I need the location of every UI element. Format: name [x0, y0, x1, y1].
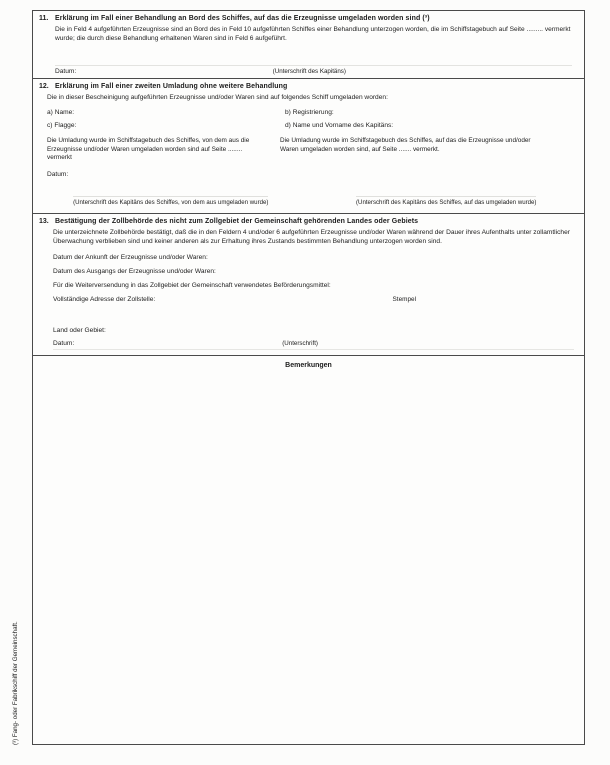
field-ship-name-label: a) Name: — [47, 108, 75, 116]
country-or-territory-label: Land oder Gebiet: — [53, 326, 106, 334]
signature-left-half — [33, 191, 309, 209]
form-outer-border — [32, 10, 585, 745]
section-11-number: 11. — [39, 15, 49, 22]
section-11-body-text: Die in Feld 4 aufgeführten Erzeugnisse sind an Bord des in Feld 10 aufgeführten Schiffes einer Behandlung unterzogen worden, die im Schiffstagebuch auf Seite ......... vermerkt wurde; die durch diese Behandlung erhaltenen Waren sind in Feld 6 aufgeführt. — [55, 26, 571, 42]
section-13-title: Bestätigung der Zollbehörde des nicht zum Zollgebiet der Gemeinschaft gehörenden Landes oder Gebiets — [55, 218, 419, 225]
signature-right-half — [309, 191, 585, 209]
section-12-signature-captions-row — [33, 191, 584, 209]
section-13-signature-caption: (Unterschrift) — [282, 339, 318, 347]
field-flag-label: c) Flagge: — [47, 121, 77, 129]
section-12-fields-row-2 — [47, 122, 574, 129]
section-13-number: 13. — [39, 218, 49, 225]
section-11-header — [33, 11, 584, 22]
section-12-number: 12. — [39, 83, 49, 90]
section-13-zollbehoerde-bestaetigung — [33, 214, 584, 356]
logbook-note-from-ship: Die Umladung wurde im Schiffstagebuch des Schiffes, von dem aus die Erzeugnisse und/oder Waren umgeladen worden sind auf Seite ........ vermerkt — [47, 136, 250, 162]
field-captain-name-label: d) Name und Vorname des Kapitäns: — [285, 121, 394, 129]
section-11-date-label: Datum: — [55, 68, 77, 75]
field-registration-label: b) Registrierung: — [285, 108, 334, 116]
section-12-zweite-umladung — [33, 79, 584, 214]
customs-office-address-label: Vollständige Adresse der Zollstelle: — [53, 295, 156, 303]
transport-means-label: Für die Weiterversendung in das Zollgebiet der Gemeinschaft verwendetes Beförderungsmittel: — [53, 281, 331, 289]
section-12-logbook-notes — [47, 137, 574, 163]
section-13-date-label: Datum: — [53, 339, 75, 347]
section-11-captain-signature-caption: (Unterschrift des Kapitäns) — [272, 68, 346, 75]
logbook-note-to-ship: Die Umladung wurde im Schiffstagebuch des Schiffes, auf das die Erzeugnisse und/oder Waren umgeladen worden sind, auf Seite ....... vermerkt. — [280, 136, 531, 153]
section-12-date-label: Datum: — [47, 170, 69, 178]
section-12-fields-row-1 — [47, 109, 574, 116]
section-11-date-signature-row — [55, 65, 572, 75]
signature-caption-to-ship-captain: (Unterschrift des Kapitäns des Schiffes, auf das umgeladen wurde) — [356, 196, 536, 206]
remarks-title: Bemerkungen — [285, 362, 332, 369]
section-11-title: Erklärung im Fall einer Behandlung an Bord des Schiffes, auf das die Erzeugnisse umgeladen worden sind (³) — [55, 15, 430, 22]
section-13-header — [33, 214, 584, 225]
departure-date-label: Datum des Ausgangs der Erzeugnisse und/oder Waren: — [53, 267, 216, 275]
section-11-behandlung-an-bord — [33, 11, 584, 79]
section-12-header — [33, 79, 584, 90]
footnote-vertical-text: (³) Fang- oder Fabrikschiff der Gemeinschaft. — [12, 621, 19, 745]
remarks-section — [33, 356, 584, 744]
section-12-intro-text: Die in dieser Bescheinigung aufgeführten Erzeugnisse und/oder Waren sind auf folgendes Schiff umgeladen worden: — [47, 94, 388, 101]
signature-caption-from-ship-captain: (Unterschrift des Kapitäns des Schiffes, von dem aus umgeladen wurde) — [73, 196, 268, 206]
section-13-body-text: Die unterzeichnete Zollbehörde bestätigt, daß die in den Feldern 4 und/oder 6 aufgeführten Erzeugnisse und/oder Waren während der Dauer ihres Aufenthalts unter zollamtlicher Überwachung verblieben sind und keiner anderen als zur Erhaltung ihres Zustands bestimmten Behandlung unterzogen worden sind. — [53, 229, 570, 245]
customs-address-stamp-row — [53, 296, 574, 303]
section-12-title: Erklärung im Fall einer zweiten Umladung ohne weitere Behandlung — [55, 83, 288, 90]
arrival-date-label: Datum der Ankunft der Erzeugnisse und/oder Waren: — [53, 253, 208, 261]
stamp-label: Stempel — [392, 295, 416, 303]
section-13-date-signature-row — [53, 340, 574, 350]
